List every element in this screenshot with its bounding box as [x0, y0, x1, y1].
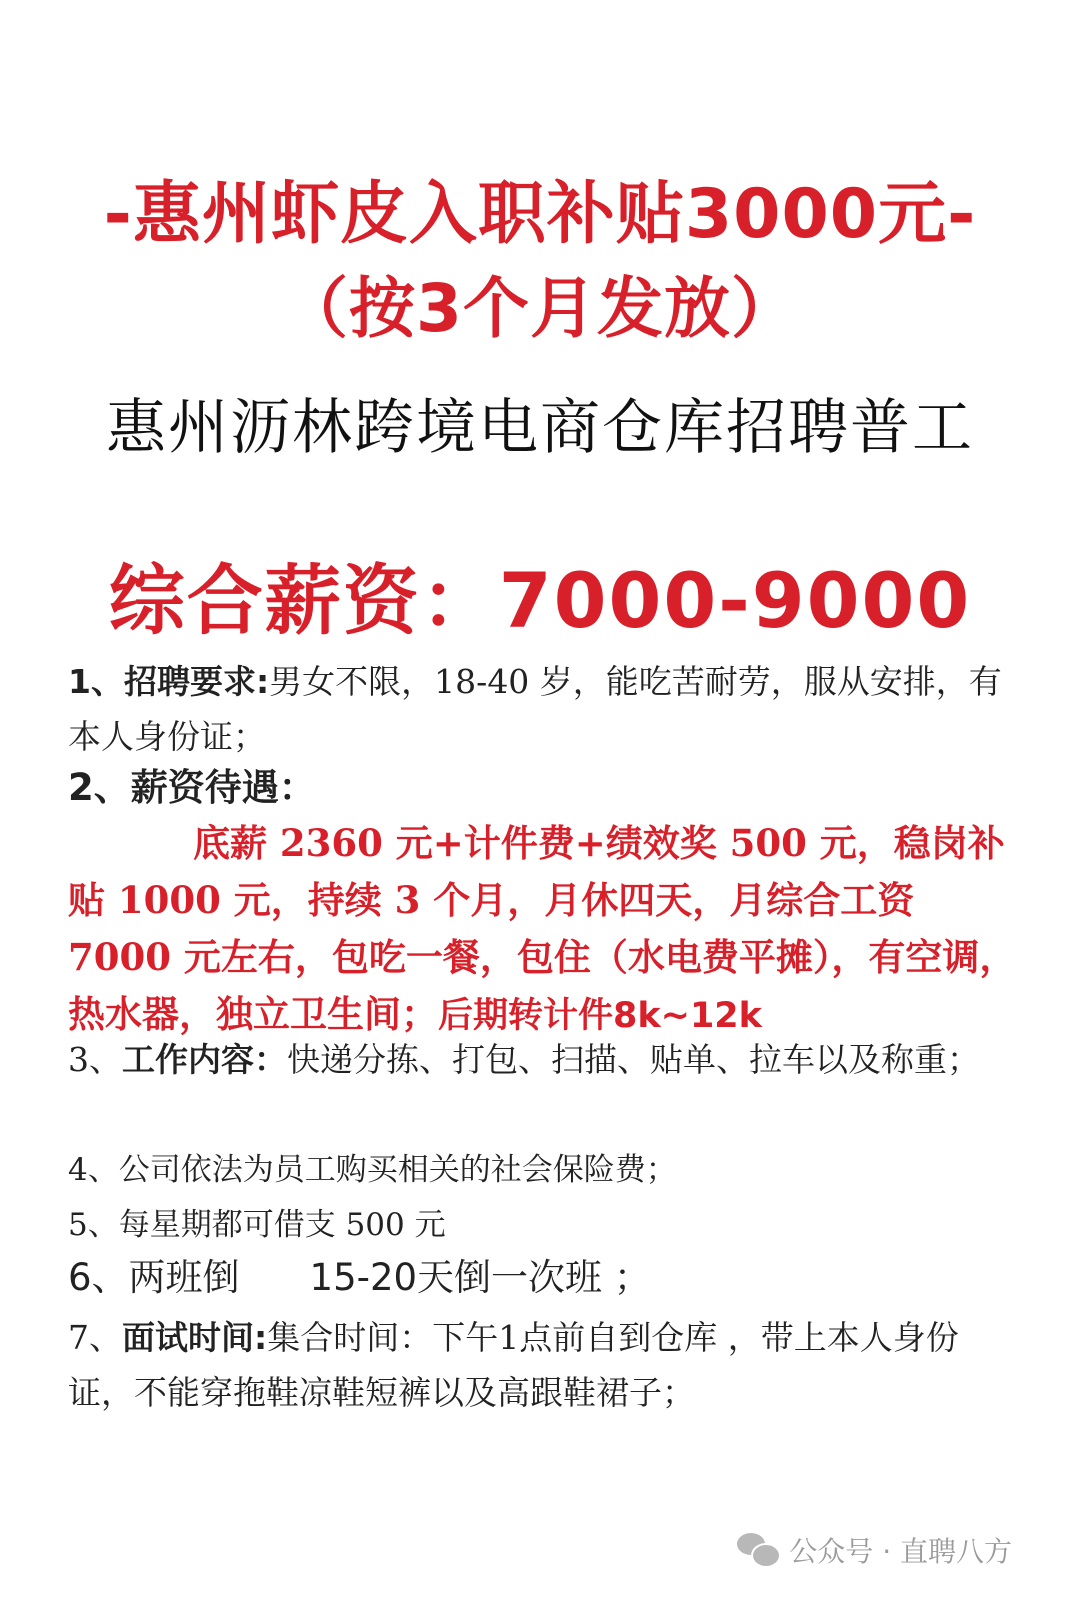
item-label: 薪资待遇： — [130, 766, 316, 809]
item-number: 7、 — [68, 1318, 122, 1357]
company-title: 惠州沥林跨境电商仓库招聘普工 — [106, 393, 974, 463]
watermark-text: 公众号 · 直聘八方 — [789, 1535, 1012, 1568]
shift-item — [68, 1250, 1018, 1305]
work-content-item — [68, 1032, 1018, 1087]
item-number: 3、 — [68, 1040, 122, 1079]
item-text: 集合时间：下午1点前自到仓库 ，带上本人身份证，不能穿拖鞋凉鞋短裤以及高跟鞋裙子； — [68, 1318, 959, 1412]
item-text: 男女不限，18-40 岁，能吃苦耐劳，服从安排，有本人身份证； — [68, 662, 1002, 756]
item-label: 招聘要求: — [123, 662, 270, 701]
subsidy-note: （按3个月发放） — [282, 270, 798, 347]
item-number: 2、 — [68, 766, 131, 809]
pay-later-text: 后期转计件8k~12k — [438, 996, 762, 1036]
advance-pay-item: 5、每星期都可借支 500 元 — [68, 1207, 446, 1243]
item-label: 面试时间: — [122, 1318, 268, 1357]
item-text: 快递分拣、打包、扫描、贴单、拉车以及称重； — [287, 1040, 980, 1079]
requirement-item — [68, 654, 1018, 764]
pay-detail-text: 底薪 2360 元+计件费+绩效奖 500 元，稳岗补贴 1000 元，持续 3 个月，月休四天，月综合工资 7000 元左右，包吃一餐，包住（水电费平摊），有空调，热水器，独立卫生间； — [68, 821, 1017, 1036]
item-label: 工作内容： — [122, 1040, 287, 1079]
wechat-icon — [737, 1533, 779, 1567]
item-number: 6、 — [68, 1256, 129, 1299]
subsidy-headline: -惠州虾皮入职补贴3000元- — [103, 175, 977, 254]
item-number: 1、 — [68, 662, 124, 701]
pay-item-detail — [68, 815, 1018, 1045]
source-watermark — [737, 1530, 1012, 1570]
pay-item-heading — [68, 760, 1018, 815]
shift-type: 两班倒 — [128, 1256, 240, 1299]
insurance-item: 4、公司依法为员工购买相关的社会保险费； — [68, 1152, 677, 1188]
salary-headline: 综合薪资：7000-9000 — [108, 556, 972, 645]
shift-rotation: 15-20天倒一次班 ； — [309, 1256, 651, 1299]
interview-item — [68, 1310, 1018, 1420]
